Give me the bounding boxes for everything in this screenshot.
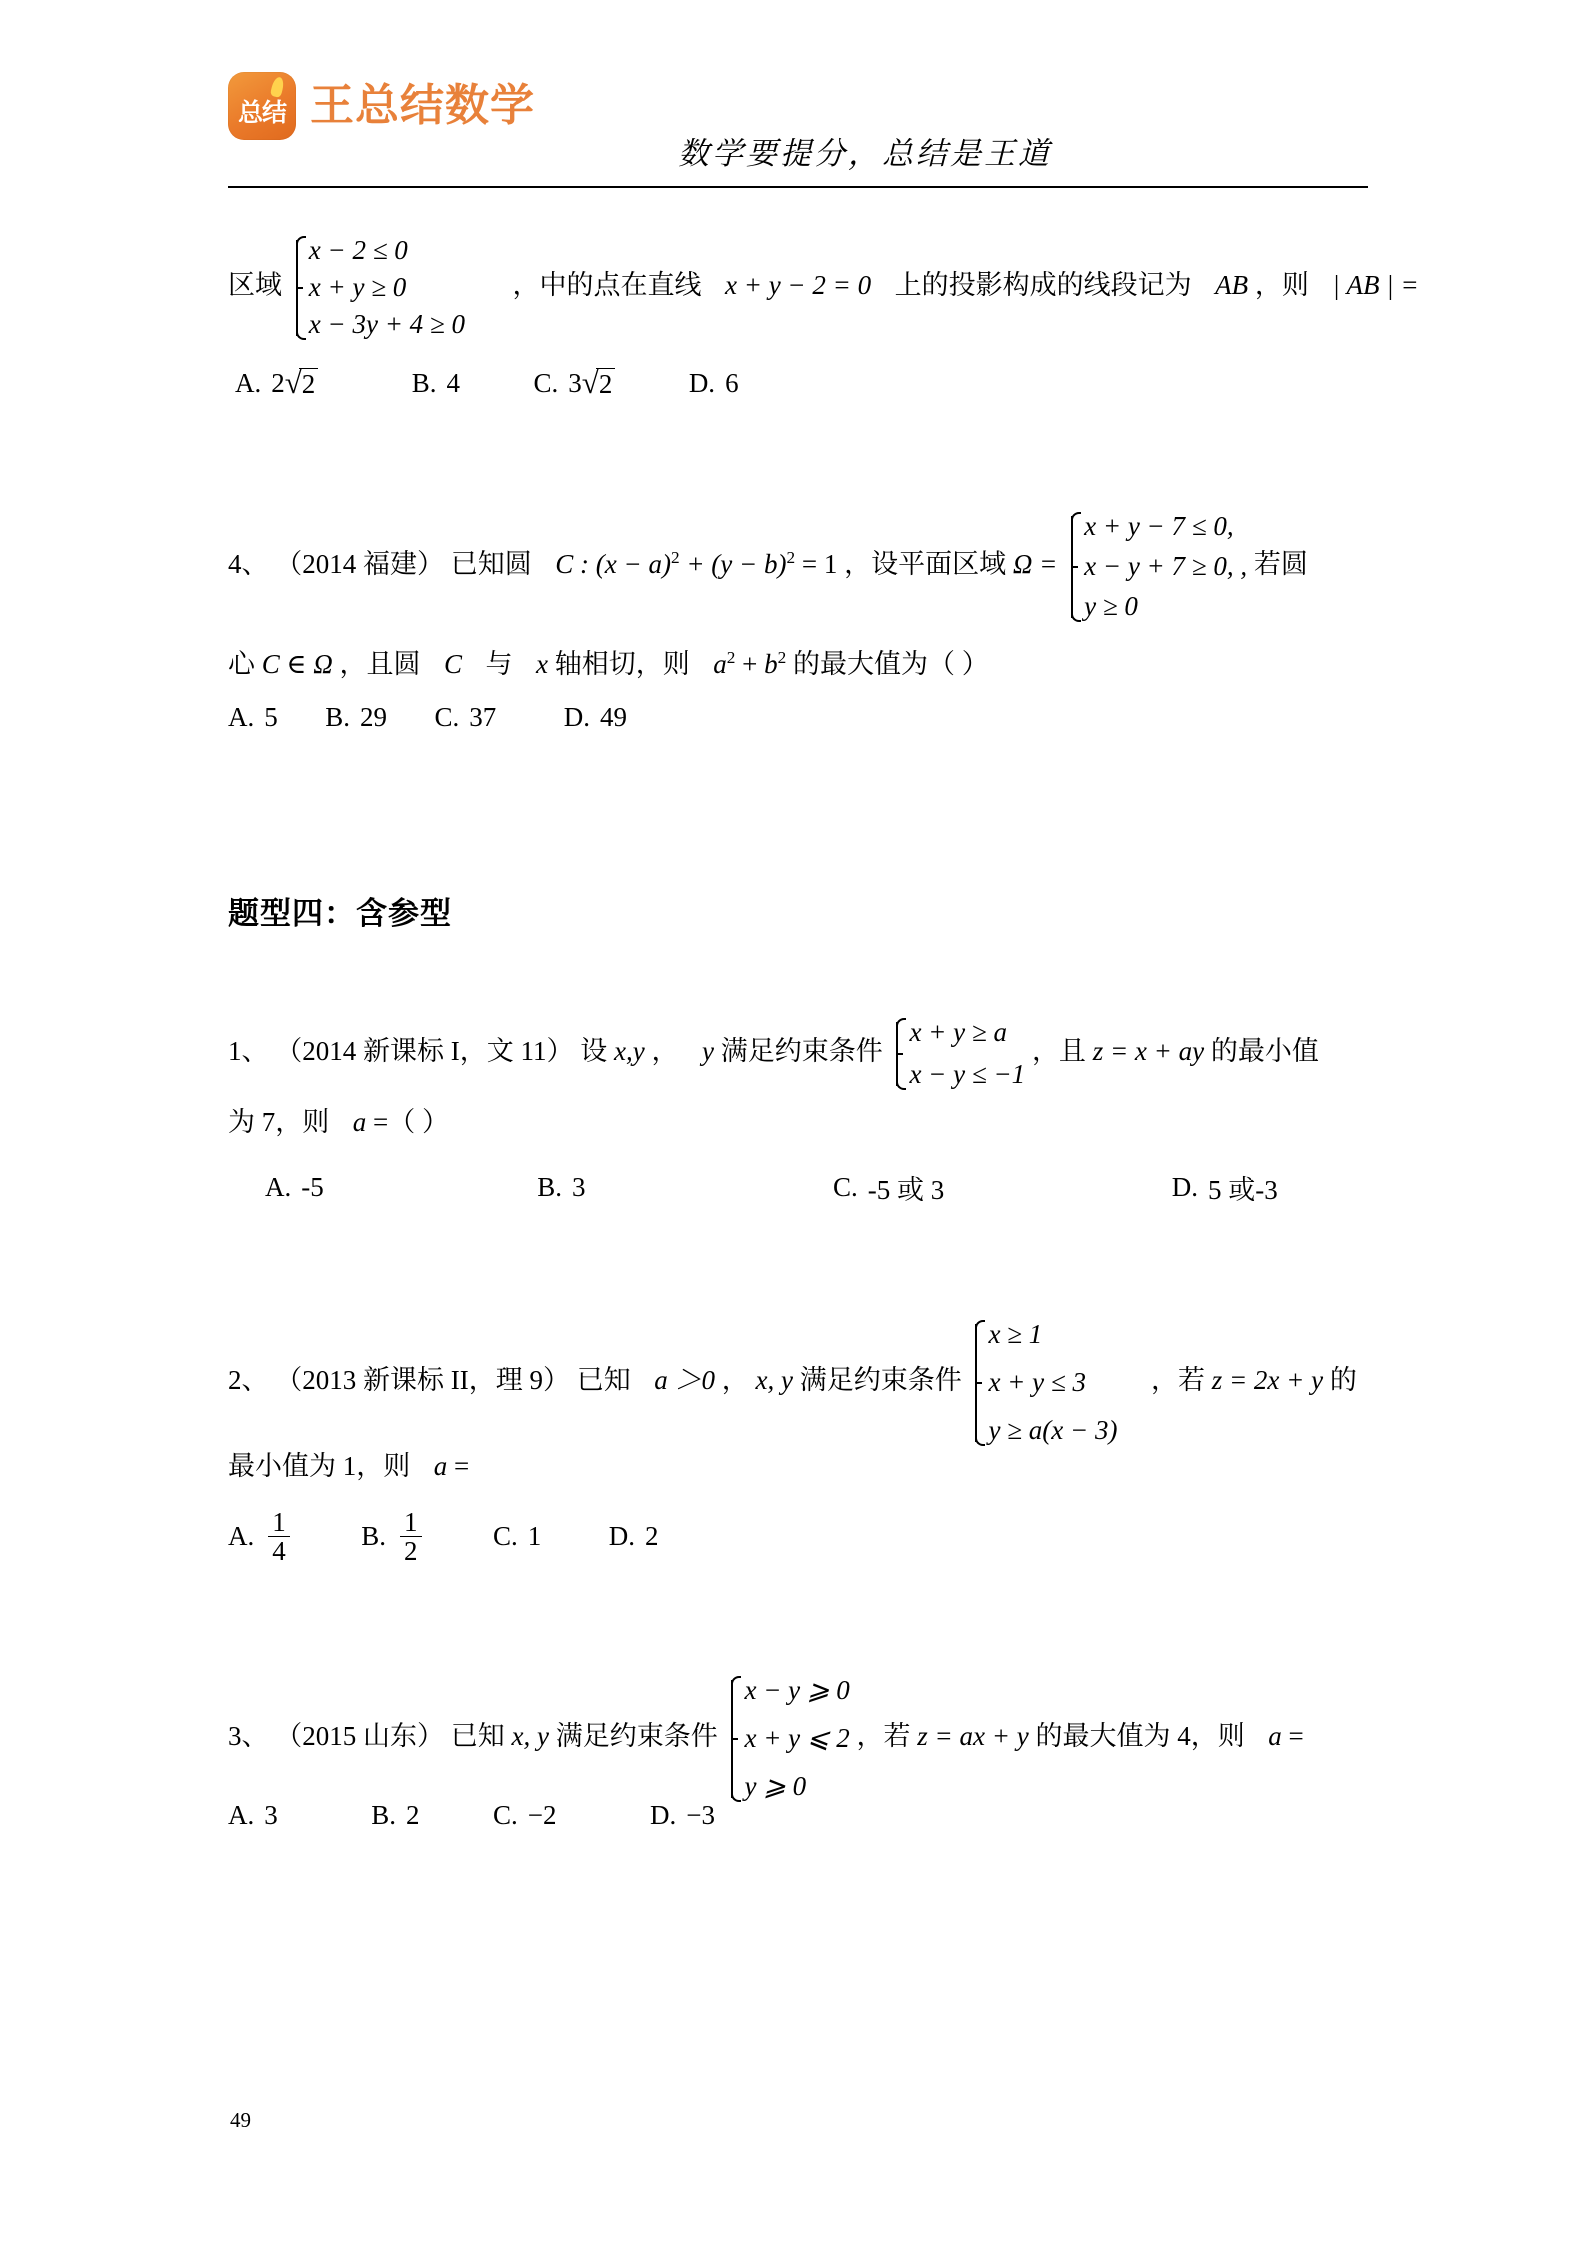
p3-stem-4: 的最大值为 4，则	[1035, 1721, 1245, 1752]
q4-circle-sup-1: 2	[670, 548, 680, 568]
p3-param-a: a	[1268, 1721, 1282, 1752]
q4-option-d-label: D.	[563, 702, 591, 732]
logo-mark-icon	[228, 72, 296, 140]
q3-option-c[interactable]	[533, 365, 616, 400]
p2-option-a[interactable]	[228, 1508, 294, 1566]
q4-line2-5: 的最大值为（ ）	[793, 649, 989, 679]
brace-icon	[1064, 512, 1078, 622]
p1-option-a-value: -5	[301, 1172, 324, 1202]
q3-tail-equation: x + y − 2 = 0	[724, 270, 872, 301]
q4-option-c-label: C.	[434, 702, 460, 732]
p2-option-b-label: B.	[361, 1521, 387, 1552]
q3-constraint-3: x − 3y + 4 ≥ 0	[308, 309, 465, 340]
p1-option-c[interactable]	[833, 1168, 944, 1207]
p3-stem-2: 满足约束条件	[555, 1721, 718, 1752]
q3-option-d[interactable]	[689, 368, 739, 399]
p1-stem-3: ，且	[1031, 1036, 1086, 1067]
p2-objective: z = 2x + y	[1211, 1365, 1324, 1396]
p1-option-b-label: B.	[537, 1172, 563, 1202]
problem-2-options	[228, 1508, 659, 1566]
q4-stem-2: ，设平面区域	[844, 549, 1007, 580]
p3-source: （2015 山东）	[275, 1721, 444, 1752]
question-3-options	[235, 365, 739, 400]
p3-option-b-value: 2	[406, 1800, 420, 1830]
p1-line2-1: 为 7，则	[228, 1107, 330, 1137]
p3-option-d-label: D.	[650, 1800, 677, 1830]
brace-icon	[724, 1676, 738, 1802]
p1-vars-2: y	[701, 1036, 714, 1067]
p2-a-positive: a ＞0	[654, 1365, 715, 1396]
brace-icon	[289, 236, 303, 340]
p1-option-a-label: A.	[265, 1172, 292, 1202]
p3-option-a-label: A.	[228, 1800, 255, 1830]
q3-constraint-1: x − 2 ≤ 0	[308, 235, 408, 265]
q3-tail-3: ，则	[1254, 270, 1309, 301]
question-4-stem-line2	[228, 648, 989, 682]
p3-option-c[interactable]	[493, 1800, 557, 1831]
p1-option-a[interactable]	[265, 1172, 324, 1203]
q4-option-b-label: B.	[325, 702, 351, 732]
q4-circle-c: C	[444, 649, 463, 679]
q4-option-c-value: 37	[469, 702, 497, 732]
p2-constraint-1: x ≥ 1	[988, 1319, 1043, 1349]
q4-option-d-value: 49	[600, 702, 628, 732]
p2-comma: ，	[721, 1365, 749, 1396]
p2-option-b[interactable]	[361, 1508, 425, 1566]
p2-option-d[interactable]	[609, 1521, 659, 1552]
q4-line2-2: ，且圆	[339, 649, 421, 679]
q3-option-c-value: 3 √ 2	[568, 368, 615, 400]
q4-constraint-1: x + y − 7 ≤ 0,	[1084, 511, 1234, 541]
p2-option-c-value: 1	[527, 1521, 542, 1552]
q3-abs-ab: | AB | =	[1332, 270, 1419, 301]
problem-1-stem	[228, 1018, 1319, 1090]
q4-circle-tail: = 1	[801, 549, 838, 580]
p2-stem-3: ，若	[1150, 1365, 1205, 1396]
q3-option-a-value: 2 √ 2	[271, 368, 318, 400]
p2-option-d-label: D.	[608, 1521, 636, 1552]
p2-option-d-value: 2	[645, 1521, 659, 1552]
p1-constraint-1: x + y ≥ a	[909, 1017, 1007, 1047]
p1-vars-1: x,y	[614, 1036, 645, 1067]
q4-expr-plus: +	[742, 649, 758, 679]
q4-circle-sup-2: 2	[786, 548, 796, 568]
brand-name: 王总结数学	[310, 80, 535, 131]
p1-option-d-label: D.	[1171, 1172, 1199, 1202]
brand-tagline: 数学要提分，总结是王道	[678, 136, 1052, 172]
problem-2-stem	[228, 1320, 1357, 1446]
p3-constraint-system	[724, 1676, 849, 1802]
p2-constraint-3: y ≥ a(x − 3)	[988, 1415, 1118, 1446]
q4-option-b[interactable]	[325, 702, 387, 733]
q4-option-d[interactable]	[564, 702, 627, 733]
p1-option-d[interactable]	[1172, 1168, 1278, 1207]
brace-icon	[968, 1320, 982, 1446]
p2-line2: 最小值为 1，则	[228, 1451, 411, 1481]
p1-option-c-value: -5 或 3	[867, 1175, 945, 1205]
q4-omega: Ω =	[1012, 549, 1058, 580]
p2-constraint-system	[968, 1320, 1117, 1446]
p1-stem-4: 的最小值	[1210, 1036, 1319, 1067]
p3-constraint-1: x − y ⩾ 0	[744, 1675, 850, 1705]
q3-tail-1: ，中的点在直线	[512, 270, 702, 301]
p3-option-a-value: 3	[264, 1800, 278, 1830]
q3-lead: 区域	[228, 270, 282, 301]
question-3-stem	[228, 236, 1419, 340]
problem-1-stem-line2	[228, 1106, 449, 1140]
q4-constraint-2: x − y + 7 ≥ 0, ,	[1084, 551, 1248, 582]
p2-stem-4: 的	[1329, 1365, 1357, 1396]
q3-option-b-label: B.	[411, 368, 437, 399]
question-4-stem	[228, 512, 1308, 622]
q3-constraint-system	[289, 236, 465, 340]
p1-option-c-label: C.	[833, 1172, 858, 1202]
p3-option-a[interactable]	[228, 1800, 278, 1831]
q4-stem-3: 若圆	[1253, 549, 1308, 580]
q4-stem-1: 已知圆	[450, 549, 532, 580]
p1-option-d-value: 5 或-3	[1208, 1175, 1278, 1205]
q4-expr-b: b	[764, 649, 778, 679]
q4-line2-1: 心	[228, 649, 255, 679]
logo-mark-text: 总结	[237, 97, 286, 127]
problem-2-stem-line2	[228, 1450, 469, 1484]
q3-tail-2: 上的投影构成的线段记为	[894, 270, 1192, 301]
p2-param-a: a	[433, 1451, 448, 1481]
p3-option-b[interactable]	[371, 1800, 419, 1831]
p3-constraint-2: x + y ⩽ 2	[744, 1723, 850, 1754]
p2-number: 2、	[228, 1365, 269, 1396]
p2-stem-2: 满足约束条件	[799, 1365, 962, 1396]
question-4-options	[228, 702, 627, 733]
p3-stem-1: 已知	[450, 1721, 505, 1752]
p1-source: （2014 新课标 I，文 11）	[275, 1036, 574, 1067]
p3-constraint-3: y ⩾ 0	[744, 1771, 807, 1802]
q4-region-system	[1064, 512, 1247, 622]
q3-option-d-value: 6	[725, 368, 739, 399]
p2-option-a-label: A.	[228, 1521, 255, 1552]
q4-source: （2014 福建）	[275, 549, 444, 580]
q4-option-a-value: 5	[264, 702, 278, 732]
p1-constraint-system	[889, 1018, 1025, 1090]
p1-option-b[interactable]	[537, 1172, 585, 1203]
q3-option-c-label: C.	[533, 368, 559, 399]
p1-stem-1: 设	[580, 1036, 608, 1067]
p1-objective: z = x + ay	[1092, 1036, 1205, 1067]
p3-option-d[interactable]	[650, 1800, 715, 1831]
problem-1-options	[265, 1168, 1278, 1207]
p2-line2-eq: =	[454, 1451, 470, 1481]
p1-option-b-value: 3	[572, 1172, 586, 1202]
q4-option-a[interactable]	[228, 702, 278, 733]
q3-option-a[interactable]	[235, 365, 318, 400]
q4-line2-3: 与	[485, 649, 513, 679]
p1-stem-2: 满足约束条件	[720, 1036, 883, 1067]
q4-expr-a: a	[713, 649, 727, 679]
page-header	[228, 62, 1358, 172]
p3-option-b-label: B.	[371, 1800, 397, 1830]
q4-expr-a-sup: 2	[726, 648, 736, 667]
q4-line2-4: 轴相切，则	[554, 649, 690, 679]
p3-eq: =	[1288, 1721, 1304, 1752]
p1-constraint-2: x − y ≤ −1	[909, 1059, 1026, 1090]
p3-stem-3: ，若	[856, 1721, 911, 1752]
p2-option-c[interactable]	[493, 1521, 541, 1552]
p2-constraint-2: x + y ≤ 3	[988, 1367, 1086, 1398]
q3-option-d-label: D.	[688, 368, 716, 399]
p1-line2-2: =（ ）	[373, 1107, 449, 1137]
q4-in-omega: ∈ Ω	[286, 649, 333, 679]
problem-3-options	[228, 1800, 715, 1831]
q4-circle-mid: + (y − b)	[686, 549, 787, 580]
q4-option-c[interactable]	[435, 702, 497, 733]
p2-source: （2013 新课标 II，理 9）	[275, 1365, 570, 1396]
p3-option-d-value: −3	[686, 1800, 715, 1830]
p3-number: 3、	[228, 1721, 269, 1752]
flame-icon	[270, 76, 286, 98]
p3-objective: z = ax + y	[917, 1721, 1029, 1752]
p3-vars: x, y	[511, 1721, 549, 1752]
p1-comma: ，	[651, 1036, 679, 1067]
p2-option-b-value: $\frac{1}{2}$	[400, 1508, 422, 1566]
header-divider	[228, 186, 1368, 188]
page-number: 49	[230, 2108, 251, 2132]
brace-icon	[889, 1018, 903, 1090]
q4-option-b-value: 29	[360, 702, 388, 732]
q3-option-a-label: A.	[235, 368, 262, 399]
problem-3-stem	[228, 1676, 1304, 1802]
p1-number: 1、	[228, 1036, 269, 1067]
p2-option-a-value: $\frac{1}{4}$	[268, 1508, 290, 1566]
q4-expr-b-sup: 2	[777, 648, 787, 667]
q3-segment-ab: AB	[1215, 270, 1249, 301]
q4-axis-x: x	[536, 649, 549, 679]
p3-option-c-value: −2	[527, 1800, 557, 1830]
p3-option-c-label: C.	[493, 1800, 518, 1830]
q4-constraint-3: y ≥ 0	[1084, 591, 1138, 622]
p1-param-a: a	[352, 1107, 367, 1137]
p2-option-c-label: C.	[493, 1521, 518, 1552]
q3-constraint-2: x + y ≥ 0	[308, 272, 407, 303]
p2-stem-1: 已知	[576, 1365, 631, 1396]
q4-center-c: C	[261, 649, 280, 679]
p2-vars: x, y	[755, 1365, 793, 1396]
q3-option-b-value: 4	[446, 368, 461, 399]
q4-option-a-label: A.	[228, 702, 255, 732]
q4-number: 4、	[228, 549, 269, 580]
q3-option-b[interactable]	[412, 368, 460, 399]
q4-circle-head: C :	[555, 549, 589, 580]
brand-logo	[228, 72, 535, 140]
section-heading: 题型四：含参型	[228, 896, 452, 932]
q4-circle-body: (x − a)	[595, 549, 671, 580]
